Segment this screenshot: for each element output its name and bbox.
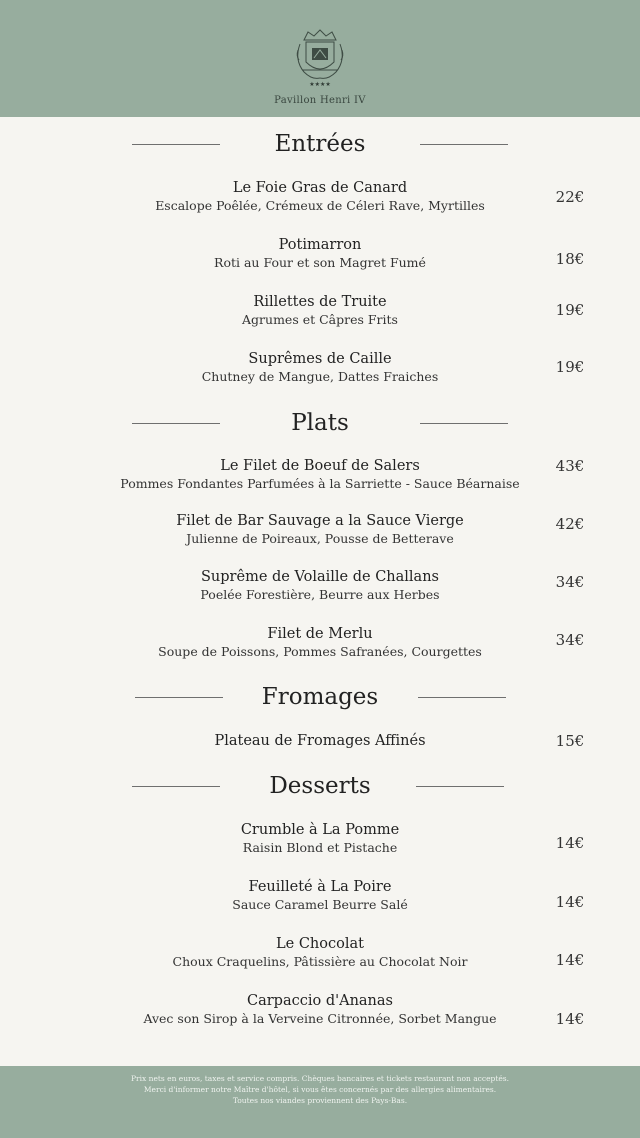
dish-description: Chutney de Mangue, Dattes Fraiches	[201, 369, 439, 384]
dish-description: Sauce Caramel Beurre Salé	[232, 897, 408, 912]
dish-description: Poelée Forestière, Beurre aux Herbes	[200, 587, 440, 602]
dish-name: Le Chocolat	[276, 936, 364, 952]
dish-description: Roti au Four et son Magret Fumé	[214, 255, 426, 270]
dish-price: 42€	[555, 515, 585, 533]
section-fromages	[0, 679, 640, 715]
header-band	[0, 0, 640, 117]
footer-line: Prix nets en euros, taxes et service compris. Chèques bancaires et tickets restaurant non acceptés.	[130, 1074, 510, 1083]
dish-price: 14€	[555, 893, 585, 911]
dish-description: Avec son Sirop à la Verveine Citronnée, Sorbet Mangue	[143, 1011, 497, 1026]
dish-price: 14€	[555, 834, 585, 852]
dish-name: Plateau de Fromages Affinés	[214, 733, 426, 749]
divider-right	[418, 697, 506, 698]
dish-description: Choux Craquelins, Pâtissière au Chocolat Noir	[172, 954, 468, 969]
dish-name: Filet de Bar Sauvage a la Sauce Vierge	[176, 513, 464, 529]
dish-price: 34€	[555, 631, 585, 649]
section-title: Entrées	[274, 131, 366, 157]
dish-price: 43€	[555, 457, 585, 475]
footer-band	[0, 1066, 640, 1138]
dish-name: Filet de Merlu	[267, 626, 373, 642]
dish-price: 19€	[555, 358, 585, 376]
dish-name: Suprême de Volaille de Challans	[201, 569, 439, 585]
footer-line: Merci d'informer notre Maître d'hôtel, si vous êtes concernés par des allergies alimentaires.	[143, 1085, 497, 1094]
crest-stars: ★★★★	[309, 81, 331, 88]
dish-price: 19€	[555, 301, 585, 319]
dish-name: Le Filet de Boeuf de Salers	[220, 458, 420, 474]
section-plats	[0, 405, 640, 441]
divider-right	[416, 786, 504, 787]
dish-price: 22€	[555, 188, 585, 206]
dish-price: 34€	[555, 573, 585, 591]
section-title: Desserts	[269, 773, 371, 799]
dish-price: 15€	[555, 732, 585, 750]
dish-price: 14€	[555, 951, 585, 969]
dish-description: Escalope Poêlée, Crémeux de Céleri Rave, Myrtilles	[155, 198, 485, 213]
dish-name: Rillettes de Truite	[253, 294, 387, 310]
dish-name: Feuilleté à La Poire	[248, 879, 392, 895]
dish-description: Pommes Fondantes Parfumées à la Sarriette - Sauce Béarnaise	[120, 476, 520, 491]
dish-name: Potimarron	[278, 237, 362, 253]
section-desserts	[0, 768, 640, 804]
dish-name: Carpaccio d'Ananas	[247, 993, 393, 1009]
crest-logo-icon	[290, 26, 350, 88]
brand-name: Pavillon Henri IV	[274, 95, 366, 106]
footer-line: Toutes nos viandes proviennent des Pays-Bas.	[232, 1096, 408, 1105]
dish-name: Le Foie Gras de Canard	[232, 180, 408, 196]
section-title: Plats	[291, 410, 349, 436]
dish-price: 18€	[555, 250, 585, 268]
dish-description: Soupe de Poissons, Pommes Safranées, Courgettes	[158, 644, 482, 659]
dish-description: Raisin Blond et Pistache	[242, 840, 398, 855]
divider-right	[420, 144, 508, 145]
dish-description: Agrumes et Câpres Frits	[242, 312, 398, 327]
dish-price: 14€	[555, 1010, 585, 1028]
divider-right	[420, 423, 508, 424]
dish-name: Crumble à La Pomme	[240, 822, 400, 838]
dish-name: Suprêmes de Caille	[248, 351, 392, 367]
section-entrees	[0, 126, 640, 162]
dish-description: Julienne de Poireaux, Pousse de Betterave	[186, 531, 454, 546]
section-title: Fromages	[261, 684, 379, 710]
